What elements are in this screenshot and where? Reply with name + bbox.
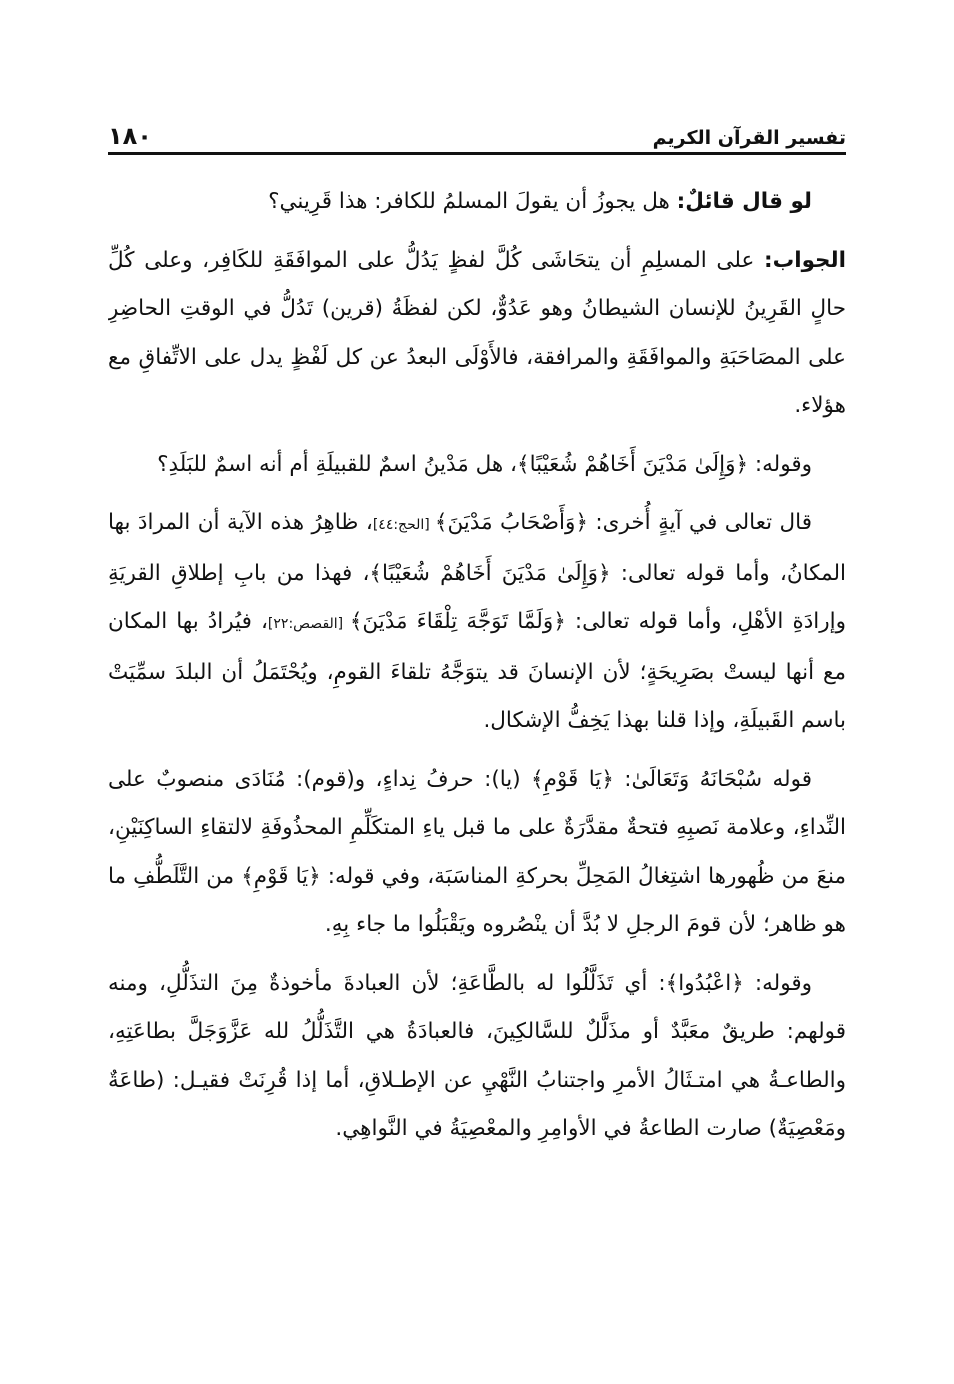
paragraph-text: قوله سُبْحَانَهُ وَتَعَالَىٰ:	[613, 766, 812, 792]
paragraph-ya-qawmi	[108, 756, 846, 950]
running-header	[108, 108, 846, 155]
quran-quote: ﴿يَا قَوْمِ﴾	[531, 766, 614, 792]
page-number: ١٨٠	[108, 122, 152, 150]
paragraph-answer	[108, 237, 846, 431]
paragraph-text: ، فيُرادُ بها المكان مع أنها ليستْ بصَرِيحَةٍ؛ لأن الإنسانَ قد يتوَجَّهُ تلقاءَ القومِ، ويُحْتَمَلُ أن البلدَ سمِّيَتْ باسم القَبيلَةِ، وإذا قلنا بهذا يَخِفُّ الإشكال.	[108, 609, 846, 733]
header-title: تفسير القرآن الكريم	[652, 127, 846, 149]
verse-reference: [الحج:٤٤]	[372, 517, 435, 533]
quran-quote: ﴿اعْبُدُوا﴾	[665, 970, 744, 996]
paragraph-text: هل يجوزُ أن يقولَ المسلمُ للكافر: هذا قَرِيني؟	[268, 189, 677, 214]
paragraph-madyan-answer	[108, 499, 846, 746]
verse-reference: [القصص:٢٢]	[267, 616, 350, 632]
paragraph-text: ، ظاهِرُ هذه الآية أن المرادَ بها المكانُ، وأما قوله تعالى:	[108, 510, 846, 586]
paragraph-text: على المسلِمِ أن يتحَاشَى كُلَّ لفظٍ يَدُلُّ على الموافَقَةِ للكَافِر، وعلى كُلِّ حالٍ القَرِينُ للإنسان الشيطانُ وهو عَدُوٌّ، لكن لفظَةُ (قرين) تَدُلُّ في الوقتِ الحاضِرِ على المصَاحَبَةِ والموافَقَةِ والمرافقة، فالأَوْلَى البعدُ عن كل لَفْظٍ يدل على الاتِّفاقِ مع هؤلاء.	[108, 247, 846, 418]
quran-quote: ﴿وَإِلَىٰ مَدْيَنَ أَخَاهُمْ شُعَيْبًا﴾	[369, 560, 611, 586]
paragraph-text: ، فهذا من بابِ إطلاقِ القريَةِ وإرادَةِ الأهْلِ، وأما قوله تعالى:	[108, 560, 846, 634]
paragraph-lead: لو قال قائلٌ:	[676, 189, 812, 214]
paragraph-ubudu	[108, 960, 846, 1154]
paragraph-text: : أي تَذَلَّلُوا له بالطَّاعَةِ؛ لأن العبادةَ مأخوذةٌ مِنَ التذَلُّلِ، ومنه قولهم: طريقٌ معَبَّدٌ أو مذَلَّلٌ للسَّالكِينَ، فالعبادَةُ هي التَّذَلُّلُ لله عَزَّوَجَلَّ بطاعَتِهِ، والطاعـةُ هي امتـثَالُ الأمرِ واجتنابُ النَّهْيِ عن الإطـلاقِ، أما إذا قُرِنَتْ فقيـل: (طاعَةٌ ومَعْصِيَةٌ) صارت الطاعةُ في الأوامِرِ والمعْصِيَةُ في النَّواهِي.	[108, 970, 846, 1141]
paragraph-text: وقوله:	[748, 451, 812, 477]
paragraph-madyan-question	[108, 441, 846, 490]
paragraph-text: قال تعالى في آيةٍ أُخرى:	[587, 510, 813, 535]
page-body	[108, 178, 846, 1324]
paragraph-text: ، هل مَدْينُ اسمٌ للقبيلَةِ أم أنه اسمٌ للبَلَدِ؟	[157, 451, 517, 477]
paragraph-text: من التَّلَطُّفِ ما هو ظاهر؛ لأن قومَ الرجلِ لا بُدَّ أن ينْصُروه ويَقْبَلُوا ما جاء بِهِ.	[108, 863, 846, 937]
paragraph-text: وقوله:	[743, 970, 812, 996]
quran-quote: ﴿وَأَصْحَابُ مَدْيَنَ﴾	[434, 510, 588, 535]
quran-quote: ﴿وَإِلَىٰ مَدْيَنَ أَخَاهُمْ شُعَيْبًا﴾	[517, 451, 749, 477]
quran-quote: ﴿يَا قَوْمِ﴾	[241, 863, 321, 889]
paragraph-question-qarin	[108, 178, 846, 227]
paragraph-lead: الجواب:	[764, 247, 846, 273]
paragraph-text: (يا): حرفُ نِداءٍ، و(قوم): مُنَادَى منصوبٌ على النِّداءِ، وعلامة نَصبِهِ فتحةٌ مقدَّرَةٌ على ما قبل ياءِ المتكَلِّمِ المحذُوفَةِ لالتقاءِ الساكِنَيْنِ، منعَ من ظُهورها اشتِغالُ المَحِلِّ بحركةِ المناسَبَة، وفي قوله:	[108, 766, 846, 889]
quran-quote: ﴿وَلَمَّا تَوَجَّهَ تِلْقَاءَ مَدْيَنَ﴾	[349, 609, 566, 634]
